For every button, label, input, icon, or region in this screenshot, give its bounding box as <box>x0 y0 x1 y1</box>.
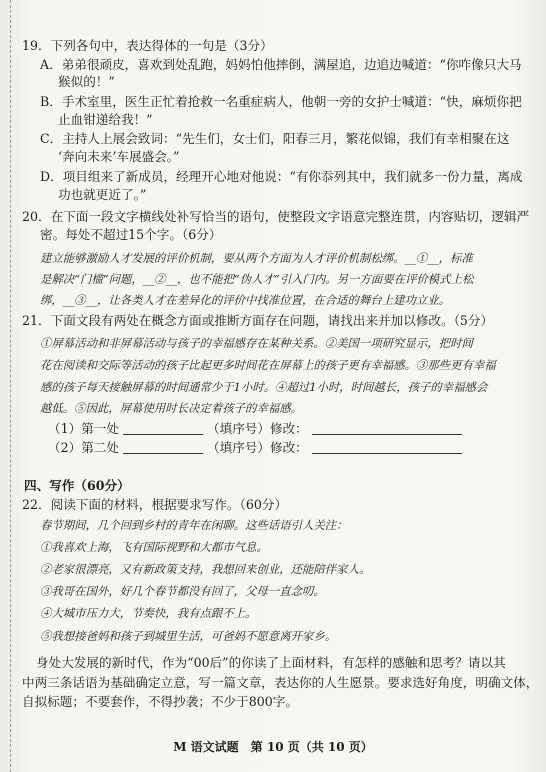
q21-stem: 21．下面文段有两处在概念方面或推断方面存在问题，请找出来并加以修改。（5分） <box>22 313 494 328</box>
q21-answer-2-fill-hint: （填序号）修改： <box>207 440 308 455</box>
q22-material-4: ④大城市压力大，节奏快，我有点跟不上。 <box>40 606 257 620</box>
q22-task-line3: 自拟标题；不要套作，不得抄袭；不少于800字。 <box>22 694 298 709</box>
q21-passage-line2: 花在阅读和交际等活动的孩子比起更多时间花在屏幕上的孩子更有幸福感。③那些更有幸福 <box>40 358 496 372</box>
q22-task-line1: 身处大发展的新时代，作为“00后”的你读了上面材料，有怎样的感触和思考？请以其 <box>36 655 506 670</box>
q19-option-c-line2: ‘奔向未来’车展盛会。” <box>58 149 180 164</box>
q21-passage-line4: 越低。⑤因此，屏幕使用时长决定着孩子的幸福感。 <box>40 401 302 415</box>
q19-stem: 19．下列各句中，表达得体的一句是（3分） <box>22 38 273 53</box>
q19-option-b-line2: 止血钳递给我！” <box>58 112 153 127</box>
q22-task-line2: 中两三条话语为基础确定立意，写一篇文章，表达你的人生愿景。要求选好角度，明确文体， <box>22 675 539 690</box>
q19-option-b-line1: B．手术室里，医生正忙着抢救一名重症病人，他朝一旁的女护士喊道：“快，麻烦你把 <box>40 94 522 109</box>
q21-answer-2-revision-blank[interactable] <box>312 441 462 454</box>
q21-answer-1 <box>48 421 546 437</box>
section-writing-heading: 四、写作（60分） <box>24 478 130 493</box>
q19-option-a-line2: 猴似的！” <box>58 74 115 89</box>
q22-material-3: ③我哥在国外，好几个春节都没有回了，父母一直念叨。 <box>40 584 325 598</box>
q21-answer-2-position-blank[interactable] <box>123 441 203 454</box>
q21-passage-line1: ①屏幕活动和非屏幕活动与孩子的幸福感存在某种关系。②美国一项研究显示，把时间 <box>40 336 473 350</box>
q22-material-2: ②老家很漂亮，又有新政策支持，我想回来创业，还能陪伴家人。 <box>40 562 371 576</box>
q21-passage-line3: 感的孩子每天接触屏幕的时间通常少于1小时。④超过1小时，时间越长，孩子的幸福感会 <box>40 380 488 394</box>
q22-material-1: ①我喜欢上海，飞有国际视野和大都市气息。 <box>40 540 268 554</box>
q20-passage-line3: 绑，__③__，让各类人才在差异化的评价中找准位置，在合适的舞台上建功立业。 <box>40 293 451 307</box>
q19-option-d-line1: D．项目组来了新成员，经理开心地对他说：“有你忝列其中，我们就多一份力量，离成 <box>40 169 523 184</box>
q22-material-intro: 春节期间，几个回到乡村的青年在闲聊。这些话语引人关注： <box>40 518 348 532</box>
q19-option-a-line1: A．弟弟很顽皮，喜欢到处乱跑，妈妈怕他摔倒，满屋追，边追边喊道：“你咋像只大马 <box>40 57 522 72</box>
q19-option-c-line1: C．主持人上展会致词：“先生们，女士们，阳春三月，繁花似锦，我们有幸相聚在这 <box>40 131 510 146</box>
q19-option-d-line2: 功也就更近了。” <box>58 187 147 202</box>
q22-stem: 22．阅读下面的材料，根据要求写作。（60分） <box>22 497 288 512</box>
q20-stem-line2: 密。每处不超过15个字。（6分） <box>40 227 222 242</box>
q21-answer-1-fill-hint: （填序号）修改： <box>207 421 308 436</box>
q21-answer-2 <box>48 440 546 456</box>
q20-stem-line1: 20．在下面一段文字横线处补写恰当的语句，使整段文字语意完整连贯，内容贴切，逻辑严 <box>22 209 530 224</box>
q22-material-5: ⑤我想接爸妈和孩子到城里生活，可爸妈不愿意离开家乡。 <box>40 629 337 643</box>
q20-passage-line1: 建立能够激励人才发展的评价机制，要从两个方面为人才评价机制松绑。__①__，标准 <box>40 251 473 265</box>
q21-answer-1-label: （1）第一处 <box>48 421 119 436</box>
page-footer: M 语文试题 第 10 页（共 10 页） <box>173 740 373 754</box>
q20-passage-line2: 是解决“门槛”问题，__②__，也不能把“伪人才”引入门内。另一方面要在评价模式上松 <box>40 272 474 286</box>
binding-line <box>10 0 11 772</box>
q21-answer-2-label: （2）第二处 <box>48 440 119 455</box>
q21-answer-1-position-blank[interactable] <box>123 422 203 435</box>
q21-answer-1-revision-blank[interactable] <box>312 422 462 435</box>
